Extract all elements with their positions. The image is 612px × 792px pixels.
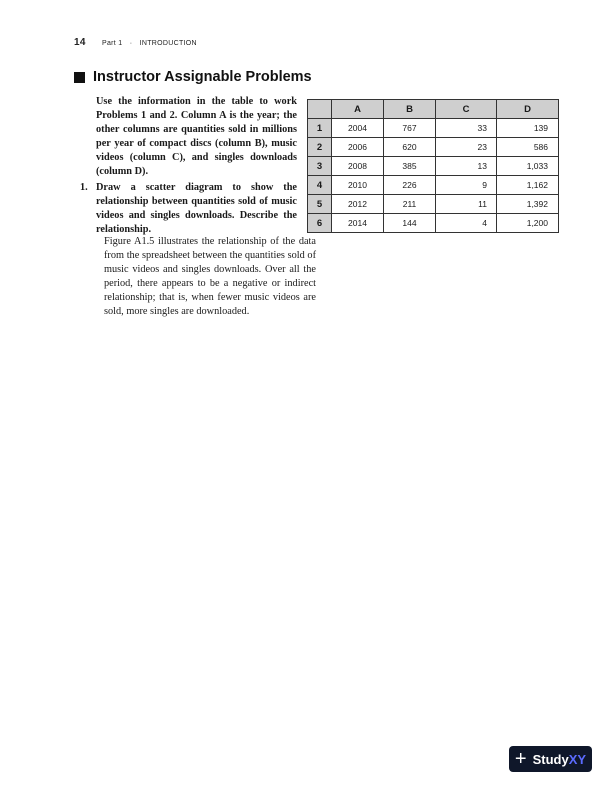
header-separator: · — [129, 40, 133, 47]
cell-cds: 226 — [384, 176, 436, 195]
cell-videos: 33 — [436, 119, 497, 138]
table-header-row — [308, 100, 559, 119]
chapter-label: INTRODUCTION — [139, 40, 197, 47]
cell-year: 2010 — [332, 176, 384, 195]
brand-xy: XY — [568, 751, 587, 767]
section-heading — [74, 69, 312, 85]
column-header-c: C — [436, 100, 497, 119]
cell-videos: 13 — [436, 157, 497, 176]
row-header: 6 — [308, 214, 332, 233]
cell-videos: 23 — [436, 138, 497, 157]
cell-downloads: 1,392 — [497, 195, 559, 214]
cell-videos: 11 — [436, 195, 497, 214]
cell-cds: 144 — [384, 214, 436, 233]
cell-cds: 385 — [384, 157, 436, 176]
cell-downloads: 1,200 — [497, 214, 559, 233]
cell-cds: 620 — [384, 138, 436, 157]
brand-study: Study — [532, 751, 569, 767]
table-row — [308, 214, 559, 233]
cell-videos: 9 — [436, 176, 497, 195]
answer-paragraph: Figure A1.5 illustrates the relationship of the data from the spreadsheet between the quantities sold of music videos and singles downloads. Over all the period, there appears to be a negative or indirect relationship; that is, when fewer music videos are sold, more singles are downloaded. — [104, 236, 316, 317]
intro-paragraph: Use the information in the table to work Problems 1 and 2. Column A is the year; the other columns are quantities sold in millions per year of compact discs (column B), music videos (column C), and singles downloads (column D). — [96, 96, 297, 177]
table-row — [308, 119, 559, 138]
table-corner — [308, 100, 332, 119]
cell-year: 2006 — [332, 138, 384, 157]
column-header-a: A — [332, 100, 384, 119]
row-header: 1 — [308, 119, 332, 138]
row-header: 4 — [308, 176, 332, 195]
column-header-b: B — [384, 100, 436, 119]
page-header — [74, 37, 197, 48]
cell-downloads: 586 — [497, 138, 559, 157]
row-header: 2 — [308, 138, 332, 157]
cell-videos: 4 — [436, 214, 497, 233]
cell-downloads: 1,162 — [497, 176, 559, 195]
cell-year: 2008 — [332, 157, 384, 176]
problem-number: 1. — [80, 182, 88, 193]
cell-year: 2004 — [332, 119, 384, 138]
plus-icon: + — [514, 748, 527, 770]
row-header: 5 — [308, 195, 332, 214]
cell-downloads: 139 — [497, 119, 559, 138]
studyxy-badge[interactable] — [509, 746, 592, 772]
page-number: 14 — [74, 37, 86, 48]
problem-text: Draw a scatter diagram to show the relationship between quantities sold of music videos and singles downloads. Describe the relationship. — [96, 182, 297, 235]
part-label: Part 1 — [101, 40, 123, 47]
cell-year: 2014 — [332, 214, 384, 233]
table-row — [308, 138, 559, 157]
cell-downloads: 1,033 — [497, 157, 559, 176]
table-row — [308, 176, 559, 195]
table-row — [308, 157, 559, 176]
row-header: 3 — [308, 157, 332, 176]
cell-year: 2012 — [332, 195, 384, 214]
square-bullet-icon — [74, 72, 85, 83]
cell-cds: 211 — [384, 195, 436, 214]
section-title: Instructor Assignable Problems — [93, 69, 312, 85]
data-table — [307, 99, 559, 233]
cell-cds: 767 — [384, 119, 436, 138]
column-header-d: D — [497, 100, 559, 119]
table-row — [308, 195, 559, 214]
problem-1 — [80, 181, 297, 237]
